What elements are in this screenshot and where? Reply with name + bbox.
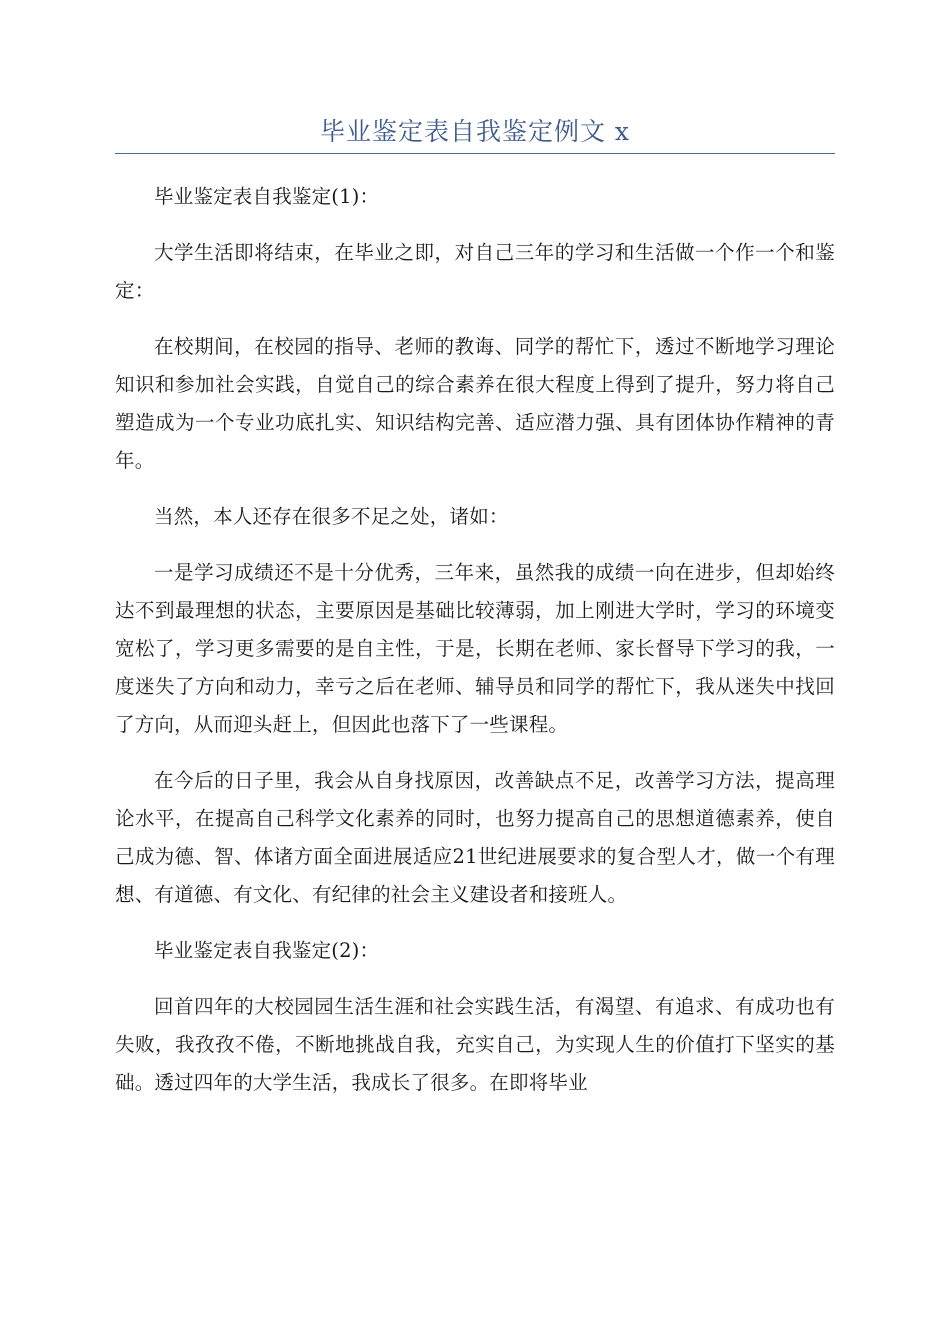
paragraph-heading-2: 毕业鉴定表自我鉴定(2)： (154, 939, 380, 962)
document-body (115, 178, 835, 1120)
title-divider (115, 153, 835, 154)
paragraph: 在今后的日子里，我会从自身找原因，改善缺点不足，改善学习方法，提高理论水平，在提高自己科学文化素养的同时，也努力提高自己的思想道德素养，使自己成为德、智、体诸方面全面进展适应21世纪进展要求的复合型人才，做一个有理想、有道德、有文化、有纪律的社会主义建设者和接班人。 (115, 769, 835, 906)
title-block (115, 112, 835, 152)
paragraph: 一是学习成绩还不是十分优秀，三年来，虽然我的成绩一向在进步，但却始终达不到最理想的状态，主要原因是基础比较薄弱，加上刚进大学时，学习的环境变宽松了，学习更多需要的是自主性，于是，长期在老师、家长督导下学习的我，一度迷失了方向和动力，幸亏之后在老师、辅导员和同学的帮忙下，我从迷失中找回了方向，从而迎头赶上，但因此也落下了一些课程。 (115, 561, 835, 736)
document-title: 毕业鉴定表自我鉴定例文 x (319, 117, 631, 146)
paragraph: 在校期间，在校园的指导、老师的教诲、同学的帮忙下，透过不断地学习理论知识和参加社会实践，自觉自己的综合素养在很大程度上得到了提升，努力将自己塑造成为一个专业功底扎实、知识结构完善、适应潜力强、具有团体协作精神的青年。 (115, 335, 835, 472)
paragraph: 当然，本人还存在很多不足之处，诸如： (154, 505, 509, 528)
paragraph: 回首四年的大校园园生活生涯和社会实践生活，有渴望、有追求、有成功也有失败，我孜孜不倦，不断地挑战自我，充实自己，为实现人生的价值打下坚实的基础。透过四年的大学生活，我成长了很多。在即将毕业 (115, 995, 835, 1094)
paragraph: 大学生活即将结束，在毕业之即，对自己三年的学习和生活做一个作一个和鉴定： (115, 241, 835, 302)
paragraph-heading-1: 毕业鉴定表自我鉴定(1)： (154, 185, 380, 208)
